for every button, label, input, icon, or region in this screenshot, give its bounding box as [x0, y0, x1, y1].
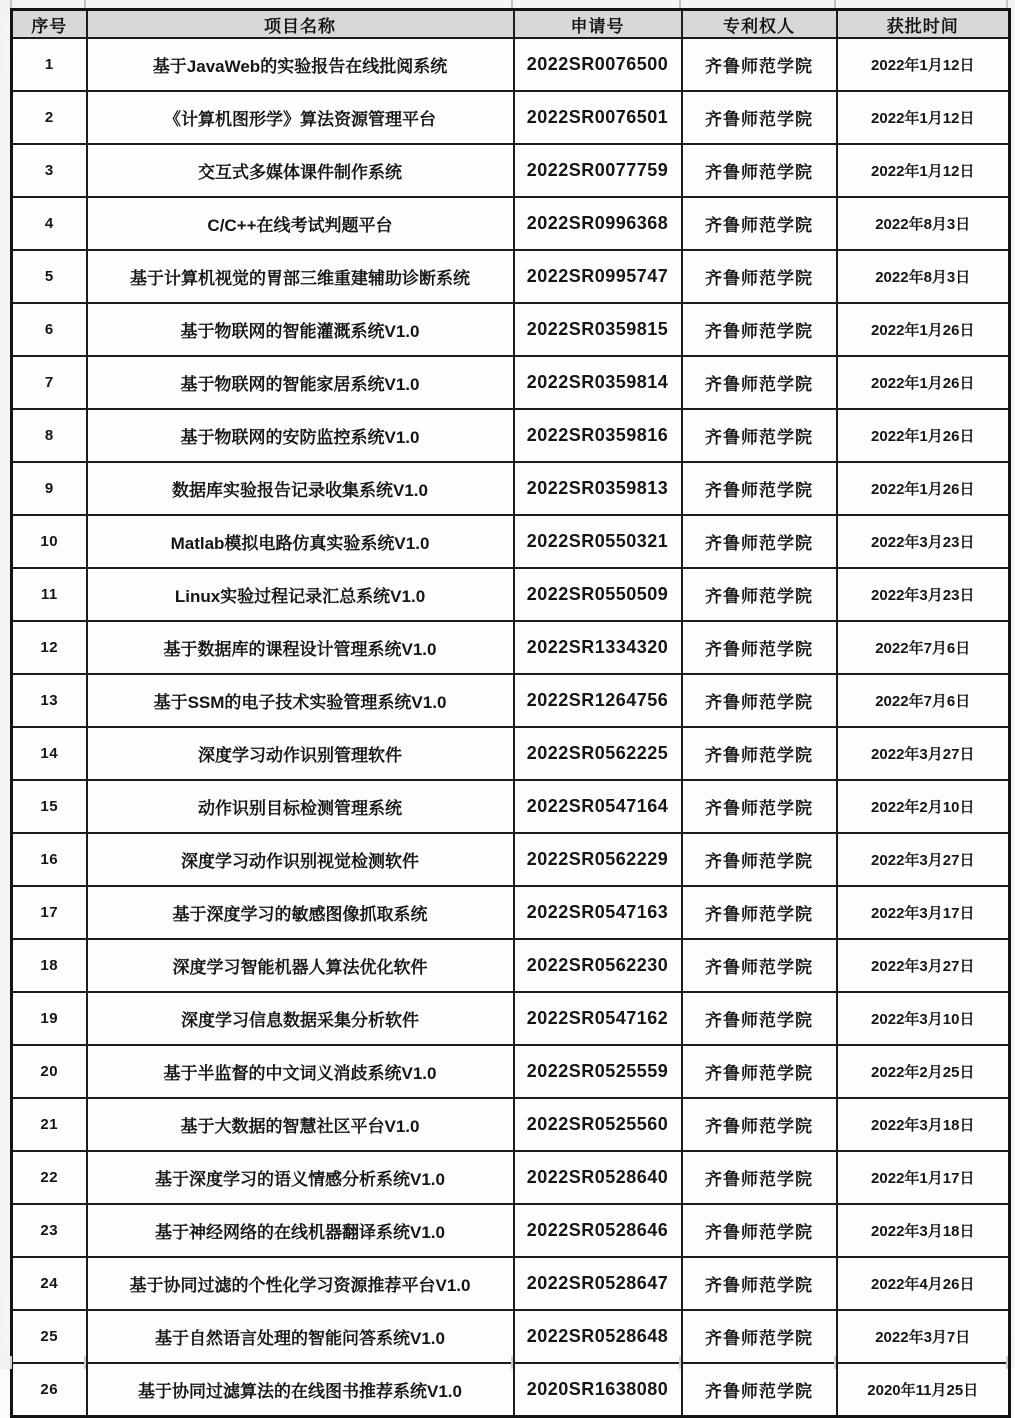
cell-project-name: 基于协同过滤算法的在线图书推荐系统V1.0 [87, 1363, 514, 1417]
cell-patent-holder: 齐鲁师范学院 [682, 780, 837, 833]
cell-index: 8 [12, 409, 87, 462]
table-row [12, 674, 1010, 727]
cell-approval-date: 2022年3月10日 [837, 992, 1010, 1045]
cell-index: 26 [12, 1363, 87, 1417]
cell-index: 6 [12, 303, 87, 356]
table-row [12, 91, 1010, 144]
table-row [12, 833, 1010, 886]
cell-application-number: 2022SR0995747 [514, 250, 682, 303]
table-header [12, 10, 1010, 39]
cell-application-number: 2020SR1638080 [514, 1363, 682, 1417]
cell-approval-date: 2022年1月12日 [837, 144, 1010, 197]
cell-application-number: 2022SR1334320 [514, 621, 682, 674]
cell-index: 4 [12, 197, 87, 250]
cell-approval-date: 2022年3月7日 [837, 1310, 1010, 1363]
table-row [12, 1257, 1010, 1310]
cell-approval-date: 2022年1月26日 [837, 356, 1010, 409]
cell-approval-date: 2022年1月26日 [837, 303, 1010, 356]
cell-patent-holder: 齐鲁师范学院 [682, 886, 837, 939]
cell-index: 11 [12, 568, 87, 621]
cell-application-number: 2022SR0076500 [514, 38, 682, 91]
cell-patent-holder: 齐鲁师范学院 [682, 621, 837, 674]
cell-patent-holder: 齐鲁师范学院 [682, 1310, 837, 1363]
cell-approval-date: 2022年3月18日 [837, 1098, 1010, 1151]
cell-approval-date: 2022年3月27日 [837, 727, 1010, 780]
cell-project-name: 深度学习智能机器人算法优化软件 [87, 939, 514, 992]
cell-approval-date: 2022年8月3日 [837, 250, 1010, 303]
cell-application-number: 2022SR0547163 [514, 886, 682, 939]
cell-index: 23 [12, 1204, 87, 1257]
copyright-registration-table [10, 8, 1011, 1418]
cell-application-number: 2022SR0359814 [514, 356, 682, 409]
cell-index: 18 [12, 939, 87, 992]
cell-patent-holder: 齐鲁师范学院 [682, 303, 837, 356]
cell-patent-holder: 齐鲁师范学院 [682, 356, 837, 409]
cell-application-number: 2022SR0562229 [514, 833, 682, 886]
cell-project-name: 基于自然语言处理的智能问答系统V1.0 [87, 1310, 514, 1363]
cell-project-name: 深度学习信息数据采集分析软件 [87, 992, 514, 1045]
column-line-stub [84, 1356, 86, 1369]
cell-patent-holder: 齐鲁师范学院 [682, 568, 837, 621]
cell-project-name: 基于协同过滤的个性化学习资源推荐平台V1.0 [87, 1257, 514, 1310]
cell-application-number: 2022SR0359813 [514, 462, 682, 515]
cell-application-number: 2022SR0525559 [514, 1045, 682, 1098]
cell-project-name: 动作识别目标检测管理系统 [87, 780, 514, 833]
cell-application-number: 2022SR0996368 [514, 197, 682, 250]
cell-project-name: Matlab模拟电路仿真实验系统V1.0 [87, 515, 514, 568]
cell-patent-holder: 齐鲁师范学院 [682, 1151, 837, 1204]
cell-application-number: 2022SR1264756 [514, 674, 682, 727]
cell-project-name: 基于物联网的智能灌溉系统V1.0 [87, 303, 514, 356]
table-row [12, 621, 1010, 674]
cell-application-number: 2022SR0076501 [514, 91, 682, 144]
table-row [12, 144, 1010, 197]
cell-approval-date: 2022年1月26日 [837, 409, 1010, 462]
table-row [12, 356, 1010, 409]
cell-patent-holder: 齐鲁师范学院 [682, 144, 837, 197]
cell-project-name: 基于物联网的安防监控系统V1.0 [87, 409, 514, 462]
cell-project-name: 基于深度学习的敏感图像抓取系统 [87, 886, 514, 939]
cell-approval-date: 2022年1月12日 [837, 91, 1010, 144]
cell-index: 19 [12, 992, 87, 1045]
cell-approval-date: 2022年7月6日 [837, 621, 1010, 674]
cell-patent-holder: 齐鲁师范学院 [682, 992, 837, 1045]
cell-index: 2 [12, 91, 87, 144]
column-line-stub [834, 0, 836, 8]
cell-index: 7 [12, 356, 87, 409]
cell-approval-date: 2022年3月23日 [837, 515, 1010, 568]
cell-approval-date: 2022年2月25日 [837, 1045, 1010, 1098]
column-line-stub [84, 0, 86, 8]
cell-application-number: 2022SR0525560 [514, 1098, 682, 1151]
table-row [12, 992, 1010, 1045]
cell-index: 12 [12, 621, 87, 674]
cell-patent-holder: 齐鲁师范学院 [682, 462, 837, 515]
column-line-stub [679, 0, 681, 8]
cell-index: 24 [12, 1257, 87, 1310]
cell-index: 17 [12, 886, 87, 939]
cell-index: 9 [12, 462, 87, 515]
header-row [12, 10, 1010, 39]
table-row [12, 462, 1010, 515]
cell-patent-holder: 齐鲁师范学院 [682, 727, 837, 780]
table-row [12, 1151, 1010, 1204]
cell-index: 5 [12, 250, 87, 303]
cell-patent-holder: 齐鲁师范学院 [682, 1098, 837, 1151]
column-header-patent-holder: 专利权人 [682, 10, 837, 39]
cell-patent-holder: 齐鲁师范学院 [682, 1257, 837, 1310]
cell-application-number: 2022SR0528647 [514, 1257, 682, 1310]
cell-approval-date: 2022年8月3日 [837, 197, 1010, 250]
cell-project-name: 《计算机图形学》算法资源管理平台 [87, 91, 514, 144]
cell-application-number: 2022SR0528648 [514, 1310, 682, 1363]
column-header-application-number: 申请号 [514, 10, 682, 39]
cell-patent-holder: 齐鲁师范学院 [682, 515, 837, 568]
cell-patent-holder: 齐鲁师范学院 [682, 197, 837, 250]
cell-approval-date: 2022年3月23日 [837, 568, 1010, 621]
cell-approval-date: 2022年7月6日 [837, 674, 1010, 727]
column-header-index: 序号 [12, 10, 87, 39]
cell-approval-date: 2022年2月10日 [837, 780, 1010, 833]
column-line-stub [834, 1356, 836, 1369]
column-line-stub [511, 0, 513, 8]
cell-application-number: 2022SR0528640 [514, 1151, 682, 1204]
cell-index: 25 [12, 1310, 87, 1363]
column-line-stub [1006, 0, 1008, 8]
cell-patent-holder: 齐鲁师范学院 [682, 1363, 837, 1417]
cell-project-name: 基于数据库的课程设计管理系统V1.0 [87, 621, 514, 674]
cell-application-number: 2022SR0077759 [514, 144, 682, 197]
cell-patent-holder: 齐鲁师范学院 [682, 91, 837, 144]
cell-index: 1 [12, 38, 87, 91]
table-row [12, 38, 1010, 91]
column-line-stub [10, 0, 12, 8]
cell-project-name: 基于神经网络的在线机器翻译系统V1.0 [87, 1204, 514, 1257]
table-row [12, 409, 1010, 462]
cell-approval-date: 2022年3月27日 [837, 939, 1010, 992]
column-line-stub [679, 1356, 681, 1369]
cell-approval-date: 2020年11月25日 [837, 1363, 1010, 1417]
cell-patent-holder: 齐鲁师范学院 [682, 833, 837, 886]
table-row [12, 515, 1010, 568]
cell-application-number: 2022SR0547162 [514, 992, 682, 1045]
cell-patent-holder: 齐鲁师范学院 [682, 38, 837, 91]
cell-index: 21 [12, 1098, 87, 1151]
cell-project-name: 基于半监督的中文词义消歧系统V1.0 [87, 1045, 514, 1098]
cell-project-name: C/C++在线考试判题平台 [87, 197, 514, 250]
table-row [12, 886, 1010, 939]
cell-approval-date: 2022年3月18日 [837, 1204, 1010, 1257]
cell-project-name: Linux实验过程记录汇总系统V1.0 [87, 568, 514, 621]
cell-patent-holder: 齐鲁师范学院 [682, 1045, 837, 1098]
cell-index: 10 [12, 515, 87, 568]
cell-patent-holder: 齐鲁师范学院 [682, 674, 837, 727]
cell-approval-date: 2022年3月27日 [837, 833, 1010, 886]
cell-approval-date: 2022年1月26日 [837, 462, 1010, 515]
table-row [12, 568, 1010, 621]
cell-patent-holder: 齐鲁师范学院 [682, 939, 837, 992]
cell-index: 14 [12, 727, 87, 780]
cell-index: 3 [12, 144, 87, 197]
table-row [12, 1204, 1010, 1257]
table-row [12, 939, 1010, 992]
table-body [12, 38, 1010, 1417]
table-row [12, 1045, 1010, 1098]
cell-index: 15 [12, 780, 87, 833]
cell-project-name: 基于计算机视觉的胃部三维重建辅助诊断系统 [87, 250, 514, 303]
table-row [12, 1363, 1010, 1417]
cell-project-name: 交互式多媒体课件制作系统 [87, 144, 514, 197]
cell-project-name: 基于JavaWeb的实验报告在线批阅系统 [87, 38, 514, 91]
cell-project-name: 基于深度学习的语义情感分析系统V1.0 [87, 1151, 514, 1204]
cell-project-name: 基于物联网的智能家居系统V1.0 [87, 356, 514, 409]
column-line-stub [1006, 1356, 1008, 1369]
cell-application-number: 2022SR0550509 [514, 568, 682, 621]
table-row [12, 197, 1010, 250]
cell-patent-holder: 齐鲁师范学院 [682, 1204, 837, 1257]
cell-patent-holder: 齐鲁师范学院 [682, 250, 837, 303]
cell-approval-date: 2022年3月17日 [837, 886, 1010, 939]
cell-application-number: 2022SR0359815 [514, 303, 682, 356]
cell-application-number: 2022SR0547164 [514, 780, 682, 833]
cell-patent-holder: 齐鲁师范学院 [682, 409, 837, 462]
column-line-stub [511, 1356, 513, 1369]
table-row [12, 780, 1010, 833]
cell-application-number: 2022SR0562230 [514, 939, 682, 992]
cell-approval-date: 2022年1月12日 [837, 38, 1010, 91]
cell-index: 13 [12, 674, 87, 727]
cell-index: 20 [12, 1045, 87, 1098]
column-header-approval-date: 获批时间 [837, 10, 1010, 39]
column-line-stub [10, 1356, 12, 1369]
cell-index: 22 [12, 1151, 87, 1204]
table-row [12, 303, 1010, 356]
cell-project-name: 深度学习动作识别管理软件 [87, 727, 514, 780]
cell-application-number: 2022SR0528646 [514, 1204, 682, 1257]
cell-project-name: 数据库实验报告记录收集系统V1.0 [87, 462, 514, 515]
cell-application-number: 2022SR0359816 [514, 409, 682, 462]
cell-approval-date: 2022年1月17日 [837, 1151, 1010, 1204]
cell-project-name: 深度学习动作识别视觉检测软件 [87, 833, 514, 886]
cell-application-number: 2022SR0550321 [514, 515, 682, 568]
cell-project-name: 基于SSM的电子技术实验管理系统V1.0 [87, 674, 514, 727]
cell-project-name: 基于大数据的智慧社区平台V1.0 [87, 1098, 514, 1151]
table-row [12, 727, 1010, 780]
table-row [12, 1098, 1010, 1151]
cell-index: 16 [12, 833, 87, 886]
cell-application-number: 2022SR0562225 [514, 727, 682, 780]
cell-approval-date: 2022年4月26日 [837, 1257, 1010, 1310]
table-row [12, 250, 1010, 303]
column-header-project-name: 项目名称 [87, 10, 514, 39]
